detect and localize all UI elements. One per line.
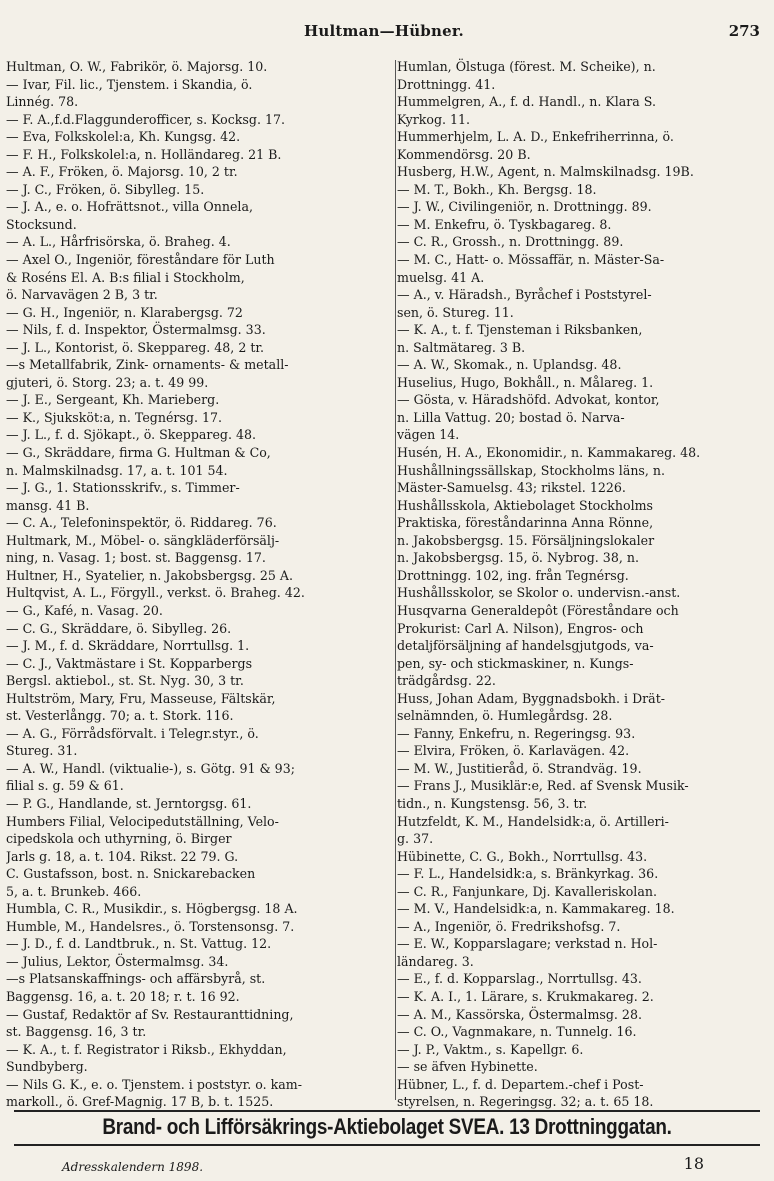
directory-line: — J. D., f. d. Landtbruk., n. St. Vattug. 12. [6,936,272,952]
directory-line: Hultqvist, A. L., Förgyll., verkst. ö. Braheg. 42. [6,585,305,601]
directory-line: Hultström, Mary, Fru, Masseuse, Fältskär, [6,690,276,706]
directory-line: selnämnden, ö. Humlegårdsg. 28. [397,708,613,724]
directory-line: — K. A. I., 1. Lärare, s. Krukmakareg. 2. [397,988,654,1004]
directory-line: ländareg. 3. [397,953,474,969]
directory-line: — M. C., Hatt- o. Mössaffär, n. Mäster-Sa- [397,252,665,268]
directory-line: Hummerhjelm, L. A. D., Enkefriherrinna, ö. [397,129,674,145]
directory-line: st. Vesterlångg. 70; a. t. Stork. 116. [6,708,234,724]
directory-line: Sundbyberg. [6,1059,88,1075]
directory-line: Humbla, C. R., Musikdir., s. Högbergsg. 18 A. [6,901,298,917]
directory-line: pen, sy- och stickmaskiner, n. Kungs- [397,655,634,671]
directory-line: — Ivar, Fil. lic., Tjenstem. i Skandia, ö. [6,76,253,92]
directory-line: Hushållsskolor, se Skolor o. undervisn.-anst. [397,585,681,601]
directory-line: — C. O., Vagnmakare, n. Tunnelg. 16. [397,1024,637,1040]
directory-line: Hummelgren, A., f. d. Handl., n. Klara S. [397,94,656,110]
directory-line: Hübner, L., f. d. Departem.-chef i Post- [397,1076,644,1092]
directory-line: filial s. g. 59 & 61. [6,778,124,794]
directory-line: tidn., n. Kungstensg. 56, 3. tr. [397,795,588,811]
directory-line: Hultman, O. W., Fabrikör, ö. Majorsg. 10. [6,59,268,74]
directory-line: markoll., ö. Gref-Magnig. 17 B, b. t. 1525. [6,1094,274,1110]
ad-rule-bottom [14,1144,760,1146]
directory-line: ning, n. Vasag. 1; bost. st. Baggensg. 17. [6,550,266,566]
directory-line: & Roséns El. A. B:s filial i Stockholm, [6,269,245,285]
directory-line: — Gösta, v. Häradshöfd. Advokat, kontor, [397,392,660,408]
directory-line: — Gustaf, Redaktör af Sv. Restauranttidning, [6,1006,294,1022]
footer-publication: Adresskalendern 1898. [62,1160,204,1174]
directory-line: — A. W., Handl. (viktualie-), s. Götg. 91 & 93; [6,760,295,776]
directory-line: muelsg. 41 A. [397,269,485,285]
directory-line: Prokurist: Carl A. Nilson), Engros- och [397,620,644,636]
directory-line: — Julius, Lektor, Östermalmsg. 34. [6,953,229,969]
ad-rule-top [14,1110,760,1112]
directory-line: Hübinette, C. G., Bokh., Norrtullsg. 43. [397,848,648,864]
directory-line: g. 37. [397,831,434,847]
directory-line: ö. Narvavägen 2 B, 3 tr. [6,287,158,303]
directory-line: — C. G., Skräddare, ö. Sibylleg. 26. [6,620,232,636]
directory-line: detaljförsäljning af handelsgjutgods, va- [397,638,654,654]
directory-line: — J. M., f. d. Skräddare, Norrtullsg. 1. [6,638,250,654]
directory-line: mansg. 41 B. [6,497,90,513]
directory-line: — J. C., Fröken, ö. Sibylleg. 15. [6,181,205,197]
directory-line: — K., Sjuksköt:a, n. Tegnérsg. 17. [6,409,222,425]
directory-line: — C. J., Vaktmästare i St. Kopparbergs [6,655,253,671]
advertisement-banner: Brand- och Lifförsäkrings-Aktiebolaget SVEA. 13 Drottninggatan. [102,1114,672,1139]
directory-line: vägen 14. [397,427,460,443]
directory-line: — G., Skräddare, firma G. Hultman & Co, [6,445,271,461]
directory-line: — A. F., Fröken, ö. Majorsg. 10, 2 tr. [6,164,238,180]
directory-line: — C. A., Telefoninspektör, ö. Riddareg. 76. [6,515,277,531]
directory-line: styrelsen, n. Regeringsg. 32; a. t. 65 18. [397,1094,654,1110]
directory-line: n. Jakobsbergsg. 15. Försäljningslokaler [397,532,655,548]
directory-line: — J. G., 1. Stationsskrifv., s. Timmer- [6,480,240,496]
directory-line: Stureg. 31. [6,743,78,759]
directory-line: — G. H., Ingeniör, n. Klarabergsg. 72 [6,304,243,320]
directory-line: Praktiska, föreståndarinna Anna Rönne, [397,515,654,531]
right-column [397,58,769,1111]
directory-line: Husén, H. A., Ekonomidir., n. Kammakareg. 48. [397,445,701,461]
directory-line: Baggensg. 16, a. t. 20 18; r. t. 16 92. [6,988,240,1004]
directory-line: —s Platsanskaffnings- och affärsbyrå, st. [6,971,266,987]
directory-line: — A. W., Skomak., n. Uplandsg. 48. [397,357,622,373]
directory-line: — F. H., Folkskolel:a, n. Holländareg. 21 B. [6,146,282,162]
directory-line: Humlan, Ölstuga (förest. M. Scheike), n. [397,59,656,74]
directory-line: — F. A.,f.d.Flaggunderofficer, s. Kocksg. 17. [6,111,285,127]
directory-line: Huss, Johan Adam, Byggnadsbokh. i Drät- [397,690,666,706]
directory-line: trädgårdsg. 22. [397,673,496,689]
directory-line: — A., Ingeniör, ö. Fredrikshofsg. 7. [397,918,621,934]
directory-line: — F. L., Handelsidk:a, s. Bränkyrkag. 36. [397,866,659,882]
directory-line: — Eva, Folkskolel:a, Kh. Kungsg. 42. [6,129,241,145]
page-number: 273 [728,22,760,40]
directory-line: n. Malmskilnadsg. 17, a. t. 101 54. [6,462,228,478]
directory-line: 5, a. t. Brunkeb. 466. [6,883,142,899]
footer-sheet-number: 18 [683,1154,704,1173]
directory-line: Jarls g. 18, a. t. 104. Rikst. 22 79. G. [6,848,239,864]
directory-line: — C. R., Fanjunkare, Dj. Kavalleriskolan. [397,883,657,899]
column-divider [395,60,396,1100]
directory-line: —s Metallfabrik, Zink- ornaments- & metall- [6,357,289,373]
directory-line: Hultmark, M., Möbel- o. sängkläderförsälj- [6,532,280,548]
directory-line: — Axel O., Ingeniör, föreståndare för Luth [6,252,275,268]
directory-line: n. Jakobsbergsg. 15, ö. Nybrog. 38, n. [397,550,639,566]
directory-line: Mäster-Samuelsg. 43; rikstel. 1226. [397,480,626,496]
directory-line: — J. A., e. o. Hofrättsnot., villa Onnela, [6,199,253,215]
directory-line: C. Gustafsson, bost. n. Snickarebacken [6,866,256,882]
directory-line: Drottningg. 41. [397,76,496,92]
directory-line: — P. G., Handlande, st. Jerntorgsg. 61. [6,795,252,811]
directory-line: — J. W., Civilingeniör, n. Drottningg. 89. [397,199,652,215]
running-title: Hultman—Hübner. [304,22,464,40]
directory-line: — J. E., Sergeant, Kh. Marieberg. [6,392,220,408]
directory-line: — Frans J., Musiklär:e, Red. af Svensk Musik- [397,778,689,794]
left-column [6,58,368,1111]
directory-line: Drottningg. 102, ing. från Tegnérsg. [397,567,629,583]
directory-line: Huselius, Hugo, Bokhåll., n. Målareg. 1. [397,374,654,390]
directory-line: — A. L., Hårfrisörska, ö. Braheg. 4. [6,234,231,250]
directory-line: Bergsl. aktiebol., st. St. Nyg. 30, 3 tr. [6,673,244,689]
directory-line: — A. G., Förrådsförvalt. i Telegr.styr., ö. [6,725,259,741]
directory-line: — Nils G. K., e. o. Tjenstem. i poststyr. o. kam- [6,1076,302,1092]
directory-line: Hutzfeldt, K. M., Handelsidk:a, ö. Artilleri- [397,813,669,829]
directory-line: — M. T., Bokh., Kh. Bergsg. 18. [397,181,597,197]
directory-line: — G., Kafé, n. Vasag. 20. [6,602,163,618]
directory-line: n. Lilla Vattug. 20; bostad ö. Narva- [397,409,625,425]
page-header [8,22,760,52]
directory-line: — J. L., Kontorist, ö. Skeppareg. 48, 2 tr. [6,339,265,355]
directory-line: — E. W., Kopparslagare; verkstad n. Hol- [397,936,658,952]
directory-line: n. Saltmätareg. 3 B. [397,339,526,355]
directory-line: Hushållningssällskap, Stockholms läns, n. [397,462,666,478]
directory-line: — M. Enkefru, ö. Tyskbagareg. 8. [397,216,612,232]
directory-line: cipedskola och uthyrning, ö. Birger [6,831,232,847]
directory-line: Stocksund. [6,216,77,232]
directory-line: Husberg, H.W., Agent, n. Malmskilnadsg. 19B. [397,164,694,180]
directory-line: — J. L., f. d. Sjökapt., ö. Skeppareg. 48. [6,427,256,443]
directory-line: Humbers Filial, Velocipedutställning, Velo- [6,813,279,829]
directory-line: — M. W., Justitieråd, ö. Strandväg. 19. [397,760,642,776]
directory-line: Linnég. 78. [6,94,79,110]
directory-line: Hushållsskola, Aktiebolaget Stockholms [397,497,654,513]
directory-line: — A. M., Kassörska, Östermalmsg. 28. [397,1006,642,1022]
directory-line: — E., f. d. Kopparslag., Norrtullsg. 43. [397,971,642,987]
directory-line: — se äfven Hybinette. [397,1059,538,1075]
directory-line: Kyrkog. 11. [397,111,471,127]
directory-line: — Elvira, Fröken, ö. Karlavägen. 42. [397,743,630,759]
directory-line: — J. P., Vaktm., s. Kapellgr. 6. [397,1041,584,1057]
directory-line: — Nils, f. d. Inspektor, Östermalmsg. 33. [6,322,266,338]
directory-line: Husqvarna Generaldepôt (Föreståndare och [397,602,679,618]
directory-line: Hultner, H., Syatelier, n. Jakobsbergsg. 25 A. [6,567,293,583]
directory-line: Kommendörsg. 20 B. [397,146,531,162]
directory-line: — Fanny, Enkefru, n. Regeringsg. 93. [397,725,636,741]
directory-line: st. Baggensg. 16, 3 tr. [6,1024,147,1040]
directory-line: — K. A., t. f. Tjensteman i Riksbanken, [397,322,643,338]
directory-line: gjuteri, ö. Storg. 23; a. t. 49 99. [6,374,209,390]
directory-line: Humble, M., Handelsres., ö. Torstensonsg. 7. [6,918,295,934]
directory-line: — A., v. Häradsh., Byråchef i Poststyrel- [397,287,652,303]
directory-line: — M. V., Handelsidk:a, n. Kammakareg. 18. [397,901,675,917]
directory-line: sen, ö. Stureg. 11. [397,304,514,320]
directory-line: — K. A., t. f. Registrator i Riksb., Ekhyddan, [6,1041,287,1057]
directory-line: — C. R., Grossh., n. Drottningg. 89. [397,234,624,250]
